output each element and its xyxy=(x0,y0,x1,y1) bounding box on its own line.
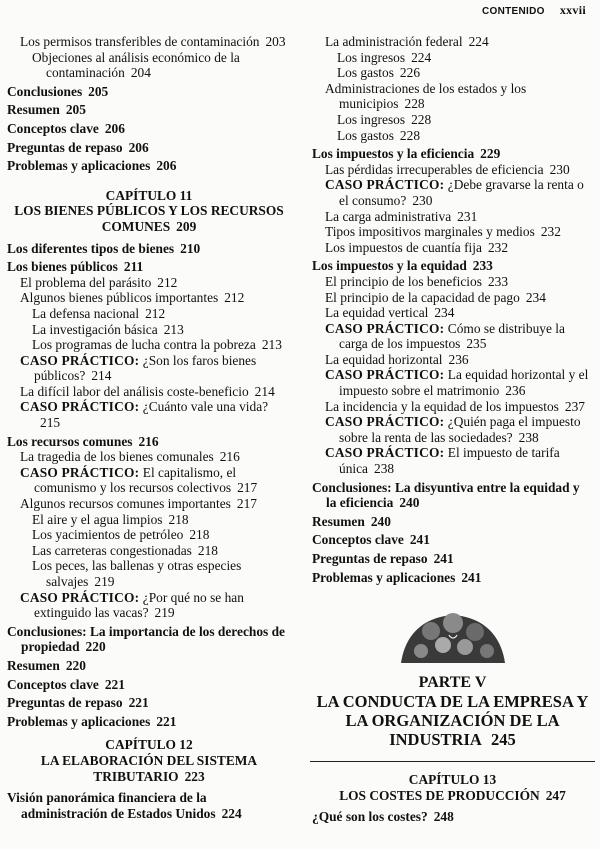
toc-entry xyxy=(312,34,593,50)
entry-page: 236 xyxy=(505,383,526,399)
toc-entry xyxy=(312,274,593,290)
entry-page: 215 xyxy=(40,415,61,431)
entry-page: 229 xyxy=(480,146,501,162)
entry-page: 210 xyxy=(180,240,201,256)
entry-page: 221 xyxy=(104,676,125,692)
entry-text: La equidad vertical xyxy=(325,305,429,321)
entry-page: 224 xyxy=(221,805,242,821)
toc-entry xyxy=(7,50,291,81)
entry-text: La incidencia y la equidad de los impuestos xyxy=(325,398,559,414)
entry-text: Resumen xyxy=(7,657,60,673)
entry-text: ¿Quién paga el impuesto sobre la renta de las sociedades? xyxy=(339,414,581,445)
entry-page: 240 xyxy=(399,495,420,511)
entry-page: 212 xyxy=(145,305,166,321)
case-study-label: CASO PRÁCTICO: xyxy=(325,414,448,430)
toc-entry xyxy=(7,337,291,353)
entry-page: 206 xyxy=(128,139,149,155)
entry-text: Los ingresos xyxy=(337,49,406,65)
toc-entry xyxy=(7,543,291,559)
entry-page: 230 xyxy=(549,161,570,177)
entry-page: 216 xyxy=(219,449,240,465)
header-section: CONTENIDO xyxy=(482,6,545,17)
entry-text: ¿Qué son los costes? xyxy=(312,809,428,825)
entry-text: Los permisos transferibles de contaminación xyxy=(20,34,260,49)
entry-page: 234 xyxy=(434,305,455,321)
entry-page: 228 xyxy=(411,111,432,127)
entry-page: 232 xyxy=(540,224,561,240)
entry-text: Los diferentes tipos de bienes xyxy=(7,240,175,256)
toc-section-entry xyxy=(7,84,291,100)
case-study-label: CASO PRÁCTICO: xyxy=(325,445,448,461)
entry-text: Algunos bienes públicos importantes xyxy=(20,290,219,306)
toc-section-entry xyxy=(7,158,291,174)
entry-page: 226 xyxy=(399,65,421,81)
entry-page: 218 xyxy=(189,527,210,543)
toc-section-entry xyxy=(7,434,291,450)
entry-text: Preguntas de repaso xyxy=(312,551,428,566)
entry-page: 206 xyxy=(156,158,177,174)
toc-entry xyxy=(7,449,291,465)
entry-page: 219 xyxy=(94,574,115,589)
entry-page: 241 xyxy=(461,569,482,585)
entry-text: Preguntas de repaso xyxy=(7,139,123,155)
entry-page: 213 xyxy=(163,321,184,337)
toc-section-entry xyxy=(7,259,291,275)
entry-page: 228 xyxy=(404,96,425,112)
toc-right-entries xyxy=(312,34,593,585)
entry-page: 212 xyxy=(224,290,245,306)
toc-entry xyxy=(312,65,593,81)
entry-text: El capitalismo, el comunismo y los recursos colectivos xyxy=(34,464,237,496)
entry-page: 231 xyxy=(457,208,478,224)
toc-section-entry xyxy=(312,514,593,530)
chapter-title xyxy=(7,753,291,784)
entry-page: 217 xyxy=(237,480,258,496)
entry-page: 233 xyxy=(472,258,493,274)
entry-text: Los programas de lucha contra la pobreza xyxy=(32,337,256,353)
case-study-label: CASO PRÁCTICO: xyxy=(20,464,143,480)
entry-text: Tipos impositivos marginales y medios xyxy=(325,224,535,240)
entry-text: Los bienes públicos xyxy=(7,259,118,275)
entry-text: Cómo se distribuye la carga de los impuestos xyxy=(339,320,565,352)
entry-page: 221 xyxy=(156,713,177,729)
entry-text: Conceptos clave xyxy=(7,120,99,136)
entry-page: 203 xyxy=(265,34,286,49)
toc-section-entry xyxy=(7,658,291,674)
toc-entry xyxy=(312,399,593,415)
toc-section-entry xyxy=(7,677,291,693)
entry-text: Los gastos xyxy=(337,65,394,81)
entry-text: ¿Por qué no se han extinguido las vacas? xyxy=(34,589,244,621)
entry-page: 248 xyxy=(433,809,454,825)
entry-text: Conceptos clave xyxy=(7,676,99,692)
entry-text: Visión panorámica financiera de la administración de Estados Unidos xyxy=(7,790,216,821)
entry-page: 205 xyxy=(88,83,109,99)
entry-text: Los recursos comunes xyxy=(7,433,133,449)
entry-text: La equidad horizontal y el impuesto sobre el matrimonio xyxy=(339,367,589,399)
entry-text: Los gastos xyxy=(337,127,394,143)
toc-case-study-entry xyxy=(7,399,291,430)
part-title-text: LA CONDUCTA DE LA EMPRESA Y LA ORGANIZACIÓN DE LA INDUSTRIA xyxy=(316,692,589,750)
entry-page: 217 xyxy=(236,496,257,512)
entry-page: 205 xyxy=(65,102,86,118)
entry-page: 221 xyxy=(128,695,149,711)
entry-text: ¿Cuánto vale una vida? xyxy=(142,399,269,415)
entry-text: Los impuestos y la equidad xyxy=(312,258,467,274)
entry-page: 219 xyxy=(154,605,175,621)
toc-case-study-entry xyxy=(312,321,593,352)
toc-entry xyxy=(7,512,291,528)
toc-entry xyxy=(312,240,593,256)
entry-page: 212 xyxy=(157,274,178,290)
chapter-number: CAPÍTULO 12 xyxy=(105,737,193,753)
entry-page: 234 xyxy=(525,289,546,305)
entry-text: Resumen xyxy=(7,102,60,118)
case-study-label: CASO PRÁCTICO: xyxy=(325,367,448,383)
toc-entry xyxy=(312,128,593,144)
toc-entry xyxy=(312,81,593,112)
entry-text: ¿Debe gravarse la renta o el consumo? xyxy=(339,177,584,208)
toc-right-column xyxy=(312,34,593,825)
entry-page: 220 xyxy=(65,657,86,673)
toc-entry xyxy=(312,352,593,368)
case-study-label: CASO PRÁCTICO: xyxy=(20,399,143,415)
chapter-number: CAPÍTULO 11 xyxy=(105,187,193,203)
toc-section-entry xyxy=(7,695,291,711)
part-title xyxy=(312,692,593,749)
toc-case-study-entry xyxy=(312,414,593,445)
toc-section-entry xyxy=(7,140,291,156)
header-page-number: xxvii xyxy=(559,3,586,17)
toc-section-entry xyxy=(312,258,593,274)
entry-text: Administraciones de los estados y los municipios xyxy=(325,80,527,112)
entry-text: Conclusiones: La disyuntiva entre la equidad y la eficiencia xyxy=(312,479,580,511)
entry-page: 206 xyxy=(104,120,125,136)
toc-entry xyxy=(312,209,593,225)
crowd-illustration-icon xyxy=(393,605,513,665)
chapter-page: 247 xyxy=(545,787,566,803)
entry-text: La administración federal xyxy=(325,34,463,49)
entry-page: 238 xyxy=(374,461,395,477)
entry-text: Problemas y aplicaciones xyxy=(7,713,151,729)
part-page: 245 xyxy=(491,730,516,750)
entry-text: Los peces, las ballenas y otras especies salvajes xyxy=(32,558,242,589)
entry-text: La defensa nacional xyxy=(32,305,140,321)
case-study-label: CASO PRÁCTICO: xyxy=(20,589,143,605)
chapter-heading xyxy=(7,737,291,753)
toc-section-entry xyxy=(312,551,593,567)
entry-page: 213 xyxy=(261,337,282,353)
entry-text: Los ingresos xyxy=(337,111,406,127)
toc-entry xyxy=(312,224,593,240)
toc-entry xyxy=(312,162,593,178)
toc-entry xyxy=(7,34,291,50)
chapter-page: 209 xyxy=(176,218,197,234)
entry-text: El problema del parásito xyxy=(20,274,152,290)
entry-page: 204 xyxy=(130,65,151,81)
part-divider xyxy=(310,761,595,762)
entry-text: Preguntas de repaso xyxy=(7,695,123,711)
entry-text: La investigación básica xyxy=(32,321,158,337)
toc-section-entry xyxy=(7,102,291,118)
entry-text: El principio de la capacidad de pago xyxy=(325,289,520,305)
toc-case-study-entry xyxy=(312,445,593,476)
entry-page: 240 xyxy=(370,513,391,529)
entry-page: 236 xyxy=(448,351,469,367)
entry-text: Las carreteras congestionadas xyxy=(32,542,192,558)
toc-entry xyxy=(7,322,291,338)
part-illustration xyxy=(393,605,513,665)
chapter-heading xyxy=(312,772,593,788)
entry-text: La tragedia de los bienes comunales xyxy=(20,449,214,465)
toc-entry xyxy=(7,527,291,543)
entry-page: 230 xyxy=(412,192,433,208)
toc-right-after xyxy=(312,772,593,825)
chapter-page: 223 xyxy=(184,768,205,784)
toc-case-study-entry xyxy=(7,353,291,384)
part-label: PARTE V xyxy=(418,674,487,692)
case-study-label: CASO PRÁCTICO: xyxy=(20,352,143,368)
toc-section-entry xyxy=(312,570,593,586)
toc-section-entry xyxy=(7,790,291,821)
entry-text: Algunos recursos comunes importantes xyxy=(20,496,231,512)
entry-page: 211 xyxy=(123,259,144,275)
entry-text: Los impuestos de cuantía fija xyxy=(325,239,482,255)
chapter-title xyxy=(312,788,593,804)
toc-entry xyxy=(7,496,291,512)
running-header xyxy=(470,3,586,18)
entry-page: 228 xyxy=(399,127,421,143)
entry-text: Problemas y aplicaciones xyxy=(7,158,151,174)
entry-text: Los impuestos y la eficiencia xyxy=(312,146,475,162)
entry-text: El impuesto de tarifa única xyxy=(339,445,560,477)
entry-page: 216 xyxy=(138,433,159,449)
toc-entry xyxy=(7,290,291,306)
entry-text: Los yacimientos de petróleo xyxy=(32,527,184,543)
toc-left-column xyxy=(7,34,291,821)
toc-entry xyxy=(7,384,291,400)
entry-page: 235 xyxy=(466,336,487,352)
entry-page: 220 xyxy=(85,639,106,655)
entry-text: La difícil labor del análisis coste-beneficio xyxy=(20,383,249,399)
toc-section-entry xyxy=(312,532,593,548)
entry-page: 241 xyxy=(433,551,454,566)
toc-entry xyxy=(312,290,593,306)
chapter-title-text: LOS COSTES DE PRODUCCIÓN xyxy=(339,787,540,803)
chapter-title xyxy=(7,203,291,234)
toc-section-entry xyxy=(312,146,593,162)
entry-page: 214 xyxy=(91,368,112,384)
toc-section-entry xyxy=(312,809,593,825)
entry-text: ¿Son los faros bienes públicos? xyxy=(34,352,257,384)
entry-page: 233 xyxy=(487,273,509,289)
entry-page: 224 xyxy=(411,49,432,65)
toc-case-study-entry xyxy=(7,590,291,621)
entry-page: 218 xyxy=(197,542,218,558)
case-study-label: CASO PRÁCTICO: xyxy=(325,177,448,193)
entry-page: 232 xyxy=(487,239,509,255)
entry-text: Conclusiones xyxy=(7,83,83,99)
entry-text: Conclusiones: La importancia de los derechos de propiedad xyxy=(7,623,285,655)
toc-entry xyxy=(312,305,593,321)
entry-text: Resumen xyxy=(312,513,365,529)
toc-section-entry xyxy=(7,241,291,257)
toc-section-entry xyxy=(7,624,291,655)
entry-text: El aire y el agua limpios xyxy=(32,511,163,527)
toc-case-study-entry xyxy=(312,367,593,398)
entry-text: Conceptos clave xyxy=(312,532,404,548)
toc-entry xyxy=(7,558,291,589)
entry-page: 237 xyxy=(564,398,585,414)
toc-case-study-entry xyxy=(312,177,593,208)
entry-page: 224 xyxy=(468,34,489,49)
entry-page: 241 xyxy=(409,532,430,548)
case-study-label: CASO PRÁCTICO: xyxy=(325,320,448,336)
entry-text: La equidad horizontal xyxy=(325,351,443,367)
toc-case-study-entry xyxy=(7,465,291,496)
chapter-title-text: LOS BIENES PÚBLICOS Y LOS RECURSOS COMUNES xyxy=(14,203,284,234)
chapter-heading xyxy=(7,188,291,204)
entry-text: Objeciones al análisis económico de la contaminación xyxy=(32,49,240,81)
entry-page: 238 xyxy=(518,429,539,445)
entry-text: Problemas y aplicaciones xyxy=(312,569,456,585)
entry-page: 214 xyxy=(254,383,275,399)
chapter-title-text: LA ELABORACIÓN DEL SISTEMA TRIBUTARIO xyxy=(40,752,258,784)
toc-entry xyxy=(7,275,291,291)
toc-entry xyxy=(7,306,291,322)
entry-text: Las pérdidas irrecuperables de eficiencia xyxy=(325,161,544,177)
toc-section-entry xyxy=(312,480,593,511)
entry-text: El principio de los beneficios xyxy=(325,273,482,289)
toc-section-entry xyxy=(7,714,291,730)
entry-text: La carga administrativa xyxy=(325,208,452,224)
toc-entry xyxy=(312,50,593,66)
chapter-number: CAPÍTULO 13 xyxy=(408,772,497,788)
entry-page: 218 xyxy=(168,511,189,527)
toc-section-entry xyxy=(7,121,291,137)
toc-entry xyxy=(312,112,593,128)
